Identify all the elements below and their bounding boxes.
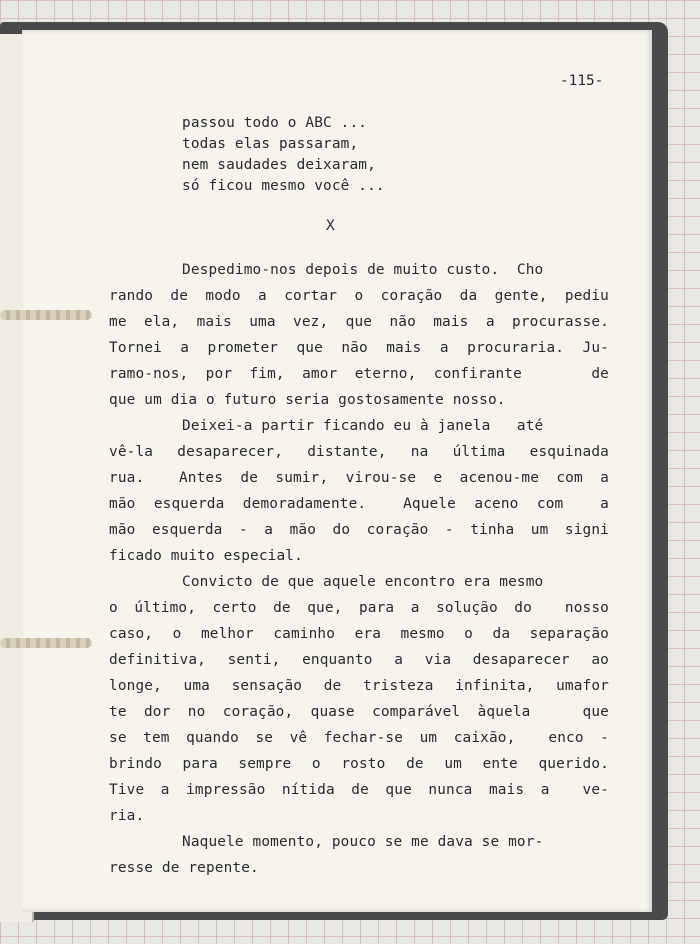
body-line: Deixei-a partir ficando eu à janela até [182, 418, 544, 434]
body-line: me ela, mais uma vez, que não mais a procurasse. [109, 314, 609, 330]
body-line: Convicto de que aquele encontro era mesmo [182, 574, 544, 590]
body-line: se tem quando se vê fechar-se um caixão, enco - [109, 730, 609, 746]
body-line: mão esquerda demoradamente. Aquele aceno com a [109, 496, 609, 512]
body-line: ramo-nos, por fim, amor eterno, confirante de [109, 366, 609, 382]
body-line: o último, certo de que, para a solução do nosso [109, 600, 609, 616]
body-line: caso, o melhor caminho era mesmo o da separação [109, 626, 609, 642]
body-line: Despedimo-nos depois de muito custo. Cho [182, 262, 544, 278]
body-line: te dor no coração, quase comparável àquela que [109, 704, 609, 720]
body-line: Naquele momento, pouco se me dava se mor- [182, 834, 544, 850]
body-line: Tive a impressão nítida de que nunca mais a ve- [109, 782, 609, 798]
verse-line: nem saudades deixaram, [182, 157, 376, 173]
verse-line: todas elas passaram, [182, 136, 359, 152]
binding-string-top [0, 310, 92, 320]
body-line: ficado muito especial. [109, 548, 303, 564]
verse-line: passou todo o ABC ... [182, 115, 368, 131]
body-line: vê-la desaparecer, distante, na última esquinada [109, 444, 609, 460]
body-line: definitiva, senti, enquanto a via desaparecer ao [109, 652, 609, 668]
verse-line: só ficou mesmo você ... [182, 178, 385, 194]
page-number: -115- [560, 73, 604, 89]
body-line: que um dia o futuro seria gostosamente nosso. [109, 392, 506, 408]
section-separator: X [326, 218, 335, 234]
body-line: mão esquerda - a mão do coração - tinha um signi [109, 522, 609, 538]
body-line: rando de modo a cortar o coração da gente, pediu [109, 288, 609, 304]
body-line: longe, uma sensação de tristeza infinita, umafor [109, 678, 609, 694]
body-line: Tornei a prometer que não mais a procuraria. Ju- [109, 340, 609, 356]
body-line: rua. Antes de sumir, virou-se e acenou-me com a [109, 470, 609, 486]
body-line: brindo para sempre o rosto de um ente querido. [109, 756, 609, 772]
body-line: resse de repente. [109, 860, 259, 876]
binding-string-bottom [0, 638, 92, 648]
body-line: ria. [109, 808, 145, 824]
